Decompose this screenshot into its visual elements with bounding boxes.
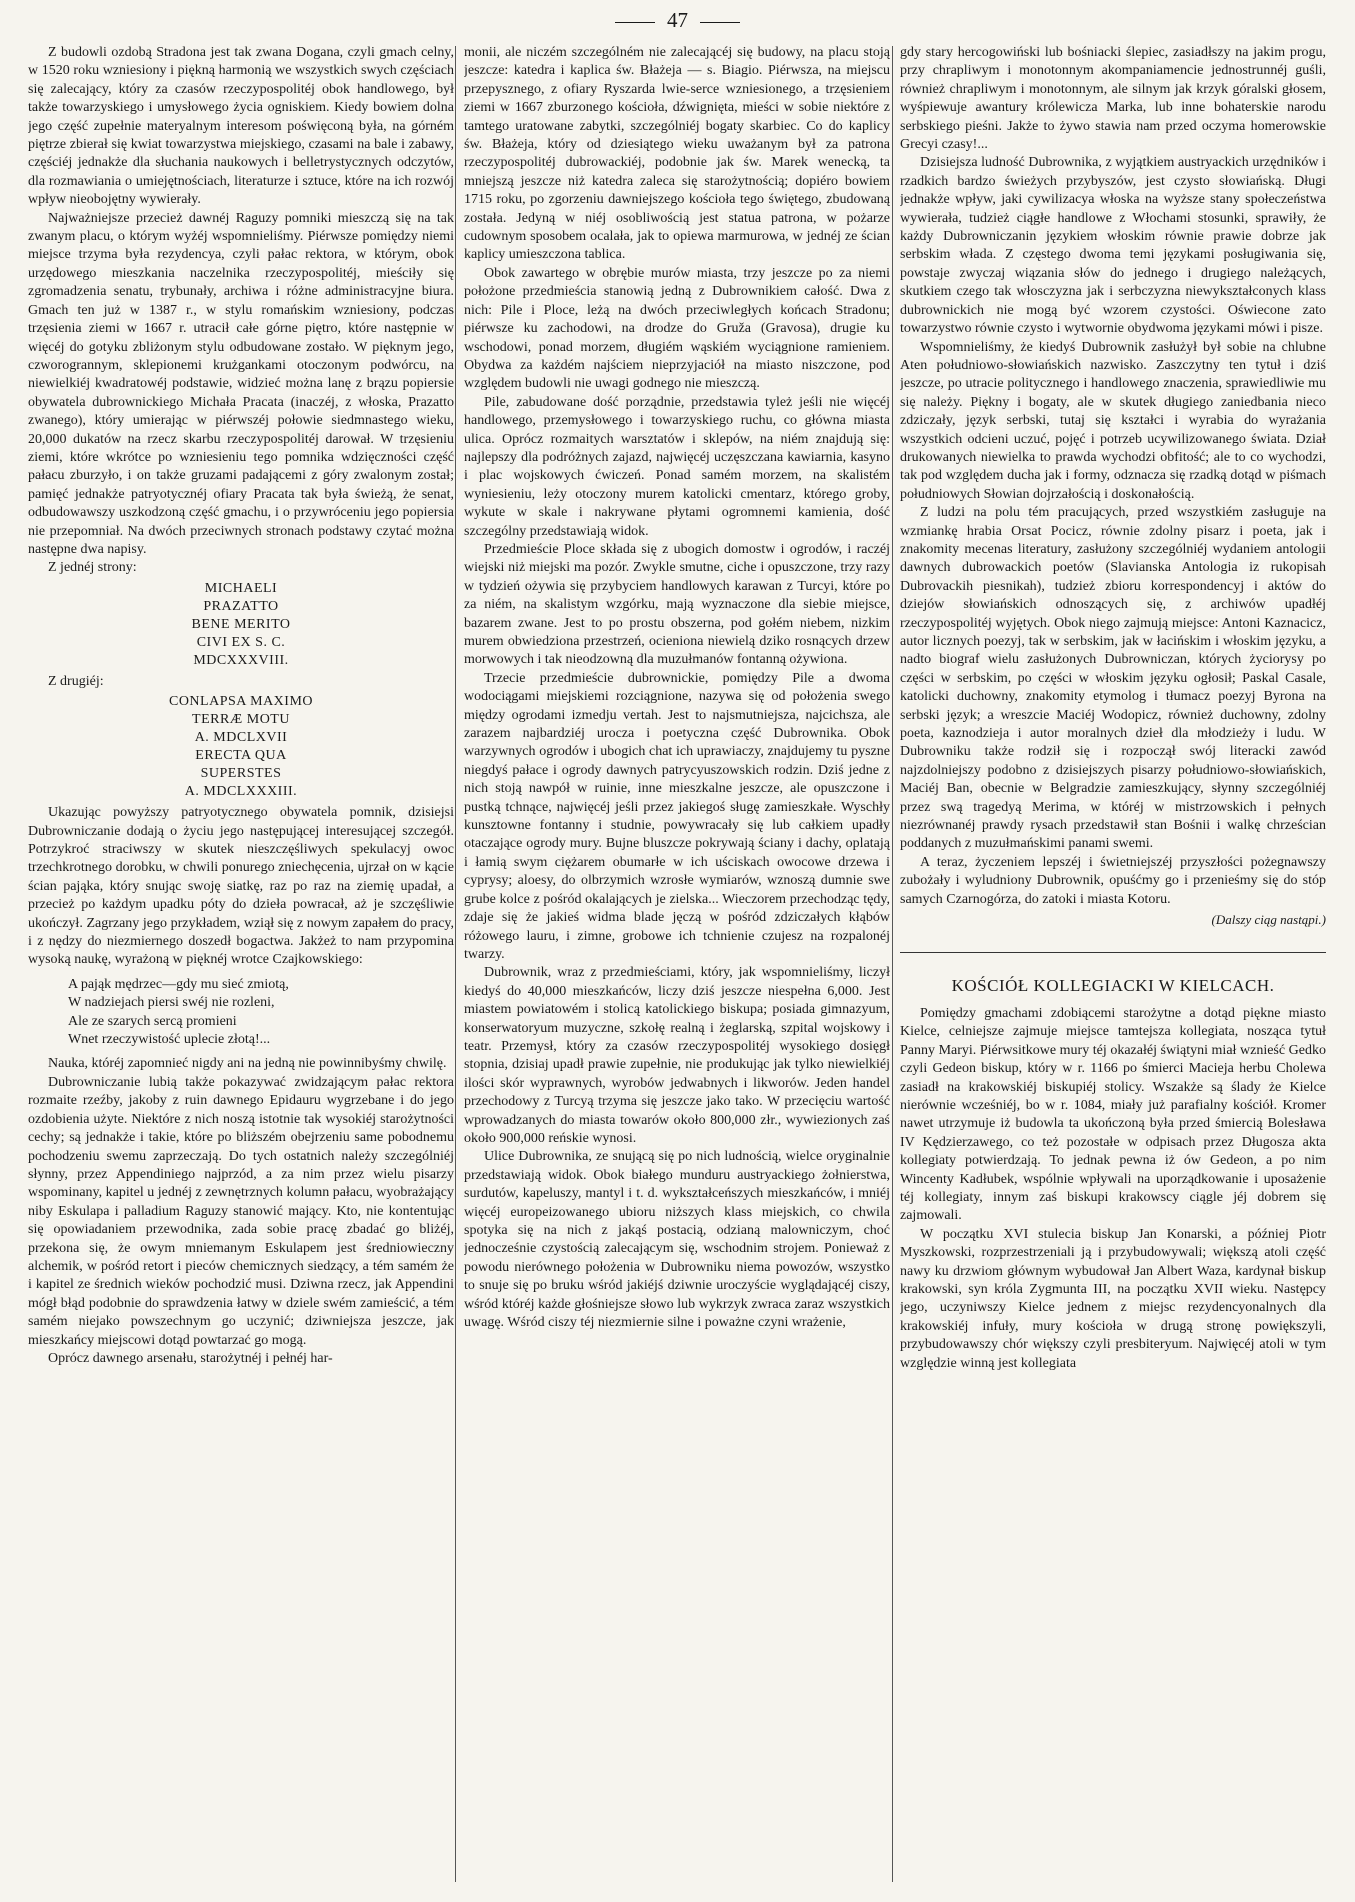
- column-rule-right: [892, 46, 893, 1882]
- paragraph: Pomiędzy gmachami zdobiącemi starożytne a dotąd piękne miasto Kielce, celniejsze zajmuje miejsce tamtejsza kollegiata, nosząca tytuł Panny Maryi. Piérwsitkowe mury téj okazałéj świątyni miał wznieść Gedko czyli Gedeon biskup, który w r. 1166 po śmierci Macieja herbu Cholewa zasiadł na krakowskiéj biskupiéj stolicy. Wszakże są ślady że Kielce nierównie wcześniéj, bo w r. 1084, miały już parafialny kościół. Kromer nawet utrzymuje iż budowla ta ukończoną była przed śmiercią Bolesława IV Kędzierzawego, co też pozostałe w odpisach przez Długosza akta kollegiaty potwierdzają. To jednak pewna iż ów Gedeon, a po nim Wincenty Kadłubek, wspólnie wpływali na uporządkowanie i uposażenie téj kollegiaty, innym zaś biskupi krakowscy ciągle jéj dobrem się zajmowali.: [900, 1005, 1326, 1224]
- continued-note: (Dalszy ciąg nastąpi.): [1211, 912, 1326, 928]
- inscription-line: ERECTA QUA: [195, 748, 287, 764]
- inscription-label: Z jednéj strony:: [48, 560, 137, 576]
- poem-line: A pająk mędrzec—gdy mu sieć zmiotą,: [68, 976, 289, 992]
- paragraph: Przedmieście Ploce składa się z ubogich domostw i ogrodów, i raczéj wiejski niż miejski ma pozór. Zwykle smutne, ciche i opuszczone, trzy razy w tydzień ożywia się przybyciem handlowych karawan z Turcyi, które po za niém, na skalistym wzgórku, mają wyznaczone dla siebie miejsce, bazarem zwane. Jest to po prostu obszerna, pod gołém niebem, nizkim murem obwiedziona przestrzeń, ocieniona niewielą dzikо rosnących drzew morwowych i tak nieodzowną dla muzułmanów fontanną ożywiona.: [464, 541, 890, 668]
- paragraph: Pile, zabudowane dość porządnie, przedstawia tyleż jeśli nie więcéj handlowego, przemysłowego i towarzyskiego ruchu, co główna miasta ulica. Oprócz rozmaitych warsztatów i sklepów, na niém znajdują się: najlepszy dla podróżnych zajazd, najwięcéj uczęszczana kawiarnia, kasyno i plac wojskowych ćwiczeń. Ponad samém morzem, na skalistém wyniesieniu, leży otoczony murem katolicki cmentarz, którego groby, wykute w skale i nakrywane płytami ogromnemi kamienia, dość szczególny przedstawiają widok.: [464, 394, 890, 539]
- column-rule-left: [455, 46, 456, 1882]
- paragraph: Dzisiejsza ludność Dubrownika, z wyjątkiem austryackich urzędników i rzadkich bardzo świeżych przybyszów, jest czysto słowiańską. Długi jednakże wpływ, jaki cywilizacya włoska na wyższe stany społeczeństwa wywierała, tudzież ciągłe handlowe z Włochami stosunki, sprawiły, że każdy Dubrowniczanin językiem włoskim równie prawie dobrze jak serbskim włada. Z częstego dwoma temi językami posługiwania się, powstaje zwyczaj wiązania słów do jednego i drugiego należących, skutkiem czego tak włosczyzna jak i serbczyzna niewykształconych klass dubrownickich nie mogą być wzorem czystości. Oświecone zato towarzystwo równie czysto i wytwornie obydwoma językami mówi i pisze.: [900, 155, 1326, 337]
- poem-line: W nadziejach piersi swéj nie rozleni,: [68, 995, 275, 1011]
- article-divider: [900, 952, 1326, 953]
- paragraph: Najważniejsze przecież dawnéj Raguzy pomniki mieszczą się na tak zwanym placu, o którym wyżéj wspomnieliśmy. Piérwsze pomiędzy niemi miejsce trzyma była rezydencya, czyli pałac rektora, w którym, obok urzędowego mieszkania naczelnika rzeczypospolitéj, mieściły się zgromadzenia senatu, trybunały, archiwa i różne administracyjne biura. Gmach ten już w 1387 r., w stylu romańskim wzniesiony, podczas trzęsienia ziemi w 1667 r. utracił całe górne piętro, które następnie w więcéj do gotyku zbliżonym stylu odbudowane zostało. W pięknym jego, czworogrannym, sklepionemi krużgankami otoczonym podwórcu, na niewielkiéj kwadratowéj podstawie, widzieć można lanę z brązu popiersie obywatela dubrownickiego Michała Pracata (inaczéj, z włoska, Prazatto zwanego), który umierając w piérwszéj połowie siedmnastego wieku, 20,000 dukatów na rzecz skarbu rzeczypospolitéj darował. W trzęsieniu ziemi, które wkrótce po wzniesieniu tego pomnika wdzięczności część pałacu zburzyło, i on także gruzami padającemi z góry zwalonym został; pamięć jednakże patryotycznéj ofiary Pracata tak była świeżą, że senat, odbudowawszy uszkodzoną część gmachu, i o przywróceniu jego popiersia nie przepomniał. Na dwóch przeciwnych stronach podstawy czytać można następne dwa napisy.: [28, 210, 454, 557]
- paragraph: Trzecie przedmieście dubrownickie, pomiędzy Pile a dwoma wodociągami miejskiemi rozciągnione, nazywa się od położenia swego między ogrodami izmedju vertah. Jest to najsmutniejsza, najcichsza, ale zarazem najbardziéj urocza i poetyczna część Dubrownika. Obok warzywnych ogrodów i ubogich chat ich uprawiaczy, znajdujemy tu pyszne niegdyś pałace i ogrody dawnych patrycyuszowskich rodzin. Dziś jedne z nich stoją nawpół w ruinie, inne mieszkalne jeszcze, ale opuszczone i pustką tchnące, najwięcéj jeśli przez jakiegoś sługę zamieszkałe. Wyschły kunsztowne fontanny i studnie, powywracały się lub całkiem upadły otaczające ogrody mury. Bujne bluszcze pokrywają ściany i dachy, oplatają i łamią swym ciężarem obumarłe w ich uściskach owocowe drzewa i cyprysy; aloesy, do olbrzymich wzrosłe wymiarów, wznoszą dumnie swe grube kolce z pośród okalających je zielska... Wieczorem przechodząc tędy, zdaje się że jakieś widma blade jęczą w pośród zdziczałych kłąbów różowego lauru, i zimne, grobowe ich tchnienie czujesz na rozpalonéj twarzy.: [464, 670, 890, 962]
- paragraph: W początku XVI stulecia biskup Jan Konarski, a później Piotr Myszkowski, rozprzestrzeniali ją i przybudowywali; większą atoli część nawy ku drzwiom głównym wybudował Jan Albert Waza, kardynał biskup krakowski, syn króla Zygmunta III, na początku XVII wieku. Następcy jego, uczyniwszy Kielce jednem z miejsc rezydencyonalnych dla krakowskiéj infuły, mury kościoła w drugą stronę powiększyli, przybudowawszy chór większy czyli presbiteryum. Najwięcéj atoli w tym względzie winną jest kollegiata: [900, 1226, 1326, 1371]
- inscription-first: [28, 580, 454, 670]
- inscription-line: BENE MERITO: [191, 616, 291, 632]
- column-right: [900, 44, 1326, 1890]
- inscription-line: MICHAELI: [204, 580, 278, 596]
- column-middle: [464, 44, 890, 1890]
- paragraph: Nauka, któréj zapomnieć nigdy ani na jedną nie powinnibyśmy chwilę.: [48, 1056, 447, 1072]
- paragraph: Ulice Dubrownika, ze snującą się po nich ludnością, wielce oryginalnie przedstawiają widok. Obok białego munduru austryackiego żołnierstwa, surdutów, kapeluszy, mantyl i t. d. wykształceńszych mieszkańców, i mniéj więcéj europeizowanego ubioru niższych klass miejskich, co chwila spotyka się na nich z jakąś postacią, odzianą malowniczym, choć jednocześnie czystością zalecającym się, wschodnim strojem. Ponieważ z powodu nierównego położenia w Dubrowniku niema powozów, wszystko to snuje się po bruku wśród jakiéjś dziwnie uroczyście wyglądającéj ciszy, wśród któréj każde głośniejsze słowo lub wykrzyk zwraca zaraz wszystkich uwagę. Wśród ciszy téj niezmiernie silne i poważne czyni wrażenie,: [464, 1149, 890, 1331]
- page-number: 47: [0, 8, 1355, 33]
- inscription-second: [28, 693, 454, 801]
- paragraph: Ukazując powyższy patryotycznego obywatela pomnik, dzisiejsi Dubrowniczanie dodają o życiu jego następującej interesującej szczegół. Potrzykroć straciwszy w skutek nieszczęśliwych spekulacyj owoc trzechkrotnego dorobku, w chwili ponurego zniechęcenia, ujrzał on w kącie ścian pająka, który snując swoję siatkę, raz po raz na ziemię upadał, a przecież po każdym upadku póty do dzieła powracał, aż je szczęśliwie ukończył. Zagrzany jego przykładem, wziął się z nowym zapałem do pracy, i z nędzy do niezmiernego doszedł bogactwa. Jakżeż to nam przypomina wysoką naukę, wyrażoną w pięknéj wrotce Czajkowskiego:: [28, 805, 454, 968]
- inscription-line: TERRÆ MOTU: [192, 712, 290, 728]
- inscription-line: CIVI EX S. C.: [196, 634, 286, 650]
- poem-quote: [68, 976, 454, 1050]
- paragraph: Wspomnieliśmy, że kiedyś Dubrownik zasłużył był sobie na chlubne Aten południowo-słowiańskich nazwisko. Zaszczytny ten tytuł i dziś jeszcze, po utracie politycznego i handlowego znaczenia, sprawiedliwie mu się należy. Piękny i bogaty, ale w skutek długiego zaniedbania nieco zdziczały, język serbski, tutaj się kształci i wyrabia do wyrażania wszystkich odcieni uczuć, pojęć i potrzeb ucywilizowanego świata. Dział drukowanych niewielka to prawda wychodzi obfitość; ale to co wychodzi, tak pod względem ducha jak i formy, odznacza się rzadką dotąd w piśmach południowych Słowian dojrzałością i doskonałością.: [900, 339, 1326, 502]
- poem-line: Ale ze szarych sercą promieni: [68, 1013, 237, 1029]
- paragraph: Z ludzi na polu tém pracujących, przed wszystkiém zasługuje na wzmiankę hrabia Orsat Pocicz, równie zdolny pisarz i poeta, jak i znakomity mecenas literatury, zasłużony szczególniéj wydaniem antologii dawnych dubrowackich poetów (Slavianska Antologia iz rukopisah Dubrovackih piesnikah), tudzież zbioru korrespondencyj i aktów do dziejów słowiańskich odnoszących się, z archiwów upadłéj rzeczypospolitéj wyjętych. Obok niego zajmują miejsce: Antoni Kaznacicz, autor licznych poezyj, tak w serbskim, jak w łacińskim i włoskim języku, a nadto biograf wielu zasłużonych Dubrowniczan, których życiorysy po części w serbskim, po części w włoskim języku ogłosił; Paskal Casale, katolicki duchowny, znakomity etymolog i tłumacz poezyj Byrona na serbski język; a wreszcie Maciéj Wodopicz, również duchowny, zdolny poeta, kaznodzieja i autor moralnych dzieł dla młodzieży i ludu. W Dubrowniku także rodził się i rozpoczął swój literacki zawód najzdolniejszy podobno z dzisiejszych pisarzy południowo-słowiańskich, Maciéj Ban, obecnie w Belgradzie zamieszkujący, słynny szczególniéj przez swą tragedyą Merima, w któréj w mistrzowskich i pełnych niezrównanéj prawdy rysach przedstawił stan Bośnii i walkę chrześcian poddanych z muzułmańskimi panami swemi.: [900, 505, 1326, 852]
- inscription-label: Z drugiéj:: [48, 673, 104, 689]
- page-header: [0, 0, 1355, 38]
- paragraph: monii, ale niczém szczególném nie zalecającéj się budowy, na placu stoją jeszcze: katedra i kaplica św. Błażeja — s. Biagio. Piérwsza, na miejscu przepysznego, z ofiary Ryszarda lwie-serce wzniesionego, a trzęsieniem ziemi w 1667 zburzonego kościoła, dźwignięta, mieści w sobie niektóre z tamtego uratowane zabytki, szczególniéj bogaty skarbiec. Co do kaplicy św. Błażeja, który od dziesiątego wieku uważanym był za patrona rzeczypospolitéj dubrowackiéj, podobnie jak św. Marek wenecką, ta mniejszą jeszcze niż katedra zaleca się starożytnością; dopiéro bowiem 1715 roku, po zgorzeniu dawniejszego kościoła tego świętego, zbudowaną została. Jedyną w niéj osobliwością jest statua patrona, w pożarze cudownym sposobem ocalała, jak to opiewa marmurowa, w jednéj ze ścian kaplicy umieszczona tablica.: [464, 45, 890, 263]
- paragraph: Dubrowniczanie lubią także pokazywać zwidzającym pałac rektora rozmaite rzeźby, jakoby z ruin dawnego Epidauru wygrzebane i do jego ozdobienia użyte. Niektóre z nich noszą istotnie tak wysokiéj starożytności cechy; są jednakże i takie, które po bliższém obejrzeniu same pobodnemu pochodzeniu swemu zaprzeczają. Do tych ostatnich należy szczególniéj słynny, przez Appendiniego najprzód, a za nim przez wielu pisarzy wspominany, kapitel u jednéj z zewnętrznych kolumn pałacu, wyobrażający niby Eskulapa i palladium Raguzy stanowić mający. Kto, nie kontentując się opowiadaniem przewodnika, zada sobie pracę zbadać go bliżéj, przekona się, że owym mniemanym Eskulapem jest średniowieczny alchemik, w pośród retort i pieców chemicznych siedzący, a tém samém że i kapitel ze średnich wieków pochodzić musi. Dziwna rzecz, jak Appendini mógł błąd podobnie do sprawdzenia łatwy w dziele swém zamieścić, a tém samém niejako powszechnym go uczynić; dziwniejsza jeszcze, jak mieszkańcy miejscowi dotąd powtarzać go mogą.: [28, 1074, 454, 1348]
- inscription-line: MDCXXXVIII.: [193, 652, 289, 668]
- paragraph: Oprócz dawnego arsenału, starożytnéj i pełnéj har-: [48, 1350, 333, 1366]
- inscription-line: CONLAPSA MAXIMO: [168, 694, 314, 710]
- paragraph: Dubrownik, wraz z przedmieściami, który, jak wspomnieliśmy, liczył kiedyś do 40,000 mieszkańców, liczy dziś jeszcze niespełna 6,000. Jest miastem powiatowém i stolicą katolickiego biskupa; posiada gimnazyum, konserwatoryum muzyczne, szkołę realną i żeglarską, szpital wojskowy i teatr. Przemysł, który za czasów rzeczypospolitéj wysokiego dosięgł stopnia, dzisiaj upadł prawie zupełnie, nie produkując jak tylko niewielkiéj ilości skór wyprawnych, wyrobów jedwabnych i likworów. Jeden handel przechodowy z Turcyą trzyma się jeszcze jako tako. W przecięciu wartość wprowadzanych do miasta towarów około 800,000 złr., wywiezionych zaś około 900,000 reńskie wynosi.: [464, 965, 890, 1146]
- poem-line: Wnet rzeczywistość uplecie złotą!...: [68, 1032, 271, 1048]
- article-title: KOŚCIÓŁ KOLLEGIACKI W KIELCACH.: [951, 975, 1275, 995]
- inscription-line: A. MDCLXVII: [194, 730, 288, 746]
- column-left: [28, 44, 454, 1890]
- inscription-line: PRAZATTO: [203, 598, 279, 614]
- paragraph: Z budowli ozdobą Stradona jest tak zwana Dogana, czyli gmach celny, w 1520 roku wzniesiony i piękną harmonią we wszystkich swych częściach się zalecający, który za czasów rzeczypospolitéj obok handlowego, był także towarzyskiego i umysłowego życia ogniskiem. Kiedy bowiem dolna jego część zupełnie materyalnym interesom poświęconą była, na górném piętrze zbierał się kwiat towarzystwa miejskiego, czasami na bale i zabawy, częściéj jednakże dla słuchania naukowych i belletrystycznych odczytów, dla rozmawiania o umiejętnościach, literaturze i sztuce, które na ich rozwój wpływ nieobojętny wywierały.: [28, 45, 454, 208]
- paragraph: Obok zawartego w obrębie murów miasta, trzy jeszcze po za niemi położone przedmieścia stanowią jedną z Dubrownikiem całość. Dwa z nich: Pile i Ploce, leżą na dwóch przeciwległych końcach Stradonu; piérwsze ku zachodowi, na drodze do Gruža (Gravosa), drugie ku wschodowi, ponad morzem, długiém wąskiém wyciągnione ramieniem. Obydwa za każdém najściem nieprzyjaciół na miasto niszczone, pod względem budowli nie uwagi godnego nie mieszczą.: [464, 265, 890, 392]
- paragraph: A teraz, życzeniem lepszéj i świetniejszéj przyszłości pożegnawszy zubożały i wyludniony Dubrownik, opuśćmy go i przenieśmy się do stóp samych Czarnogórza, do zatoki i miasta Kotoru.: [900, 854, 1326, 907]
- inscription-line: A. MDCLXXXIII.: [184, 784, 298, 800]
- inscription-line: SUPERSTES: [200, 766, 282, 782]
- paragraph: gdy stary hercogowiński lub bośniacki ślepiec, zasiadłszy na jakim progu, przy chrapliwym i monotonnym akompaniamencie jednostrunnéj guśli, również chrapliwym i monotonnym, ale silnym jak krzyk góralski głosem, wyśpiewuje awantury królewicza Marka, lub inne bohaterskie narodu serbskiego pieśni. Jakże to żywo stawia nam przed oczyma homerowskie Grecyi czasy!...: [900, 45, 1326, 153]
